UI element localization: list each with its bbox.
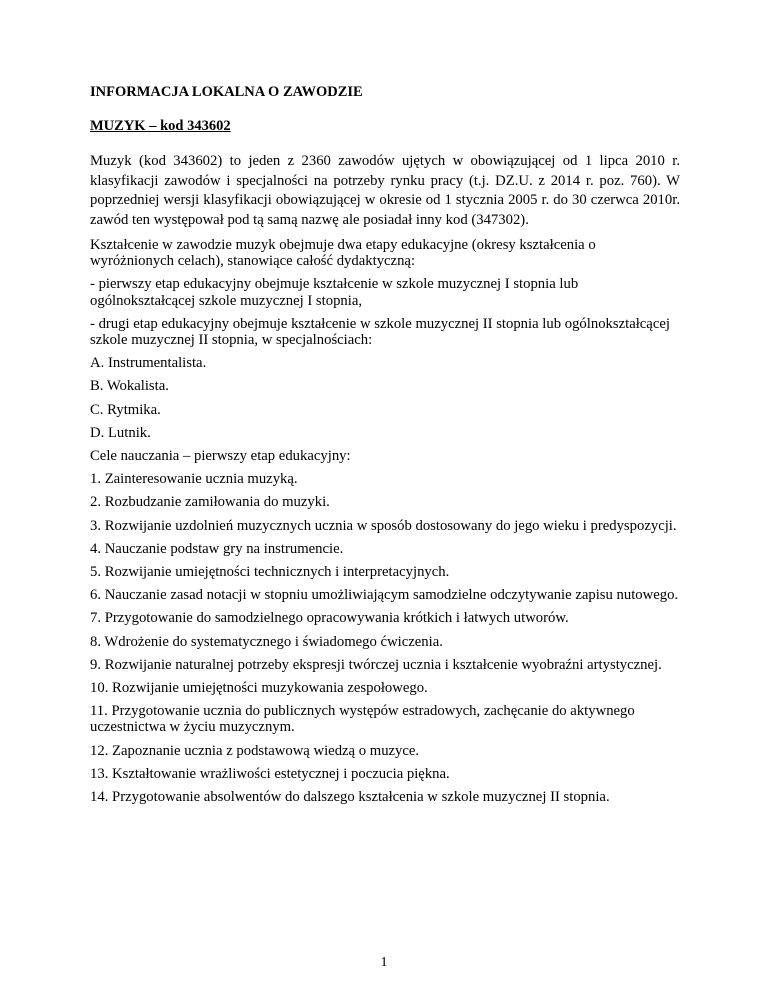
- list-item: 6. Nauczanie zasad notacji w stopniu umożliwiającym samodzielne odczytywanie zapisu nutowego.: [90, 587, 679, 604]
- document-subtitle: MUZYK – kod 343602: [90, 118, 231, 134]
- list-item: 3. Rozwijanie uzdolnień muzycznych ucznia w sposób dostosowany do jego wieku i predyspozycji.: [90, 517, 677, 534]
- list-item: B. Wokalista.: [90, 378, 169, 395]
- list-item: A. Instrumentalista.: [90, 355, 207, 372]
- page-number: 1: [380, 955, 388, 970]
- list-item: 12. Zapoznanie ucznia z podstawową wiedzą o muzyce.: [90, 742, 420, 759]
- list-item: 14. Przygotowanie absolwentów do dalszego kształcenia w szkole muzycznej II stopnia.: [90, 789, 610, 806]
- paragraph: - drugi etap edukacyjny obejmuje kształcenie w szkole muzycznej II stopnia lub ogólnokształcącej szkole muzycznej II stopnia, w specjalnościach:: [90, 315, 670, 349]
- list-item: 1. Zainteresowanie ucznia muzyką.: [90, 471, 298, 488]
- section-heading: Cele nauczania – pierwszy etap edukacyjny:: [90, 448, 351, 465]
- paragraph: Kształcenie w zawodzie muzyk obejmuje dwa etapy edukacyjne (okresy kształcenia o wyróżnionych celach), stanowiące całość dydaktyczną:: [90, 237, 596, 270]
- list-item: 13. Kształtowanie wrażliwości estetycznej i poczucia piękna.: [90, 765, 450, 782]
- list-item: 11. Przygotowanie ucznia do publicznych występów estradowych, zachęcanie do aktywnego uczestnictwa w życiu muzycznym.: [90, 703, 635, 736]
- list-item: 5. Rozwijanie umiejętności technicznych i interpretacyjnych.: [90, 564, 450, 581]
- document-title: INFORMACJA LOKALNA O ZAWODZIE: [90, 84, 363, 100]
- intro-paragraph: Muzyk (kod 343602) to jeden z 2360 zawodów ujętych w obowiązującej od 1 lipca 2010 r. klasyfikacji zawodów i specjalności na potrzeby rynku pracy (t.j. DZ.U. z 2014 r. poz. 760). W poprzedniej wersji klasyfikacji obowiązującej w okresie od 1 stycznia 2005 r. do 30 czerwca 2010r. zawód ten występował pod tą samą nazwę ale posiadał inny kod (347302).: [90, 153, 680, 228]
- list-item: 7. Przygotowanie do samodzielnego opracowywania krótkich i łatwych utworów.: [90, 610, 569, 627]
- list-item: 2. Rozbudzanie zamiłowania do muzyki.: [90, 494, 330, 511]
- list-item: 9. Rozwijanie naturalnej potrzeby ekspresji twórczej ucznia i kształcenie wyobraźni artystycznej.: [90, 656, 662, 673]
- list-item: 4. Nauczanie podstaw gry na instrumencie.: [90, 540, 344, 557]
- list-item: 8. Wdrożenie do systematycznego i świadomego ćwiczenia.: [90, 633, 443, 650]
- list-item: 10. Rozwijanie umiejętności muzykowania zespołowego.: [90, 680, 428, 697]
- list-item: C. Rytmika.: [90, 401, 161, 418]
- list-item: D. Lutnik.: [90, 424, 151, 441]
- paragraph: - pierwszy etap edukacyjny obejmuje kształcenie w szkole muzycznej I stopnia lub ogólnokształcącej szkole muzycznej I stopnia,: [90, 276, 579, 309]
- document-body: [90, 152, 680, 812]
